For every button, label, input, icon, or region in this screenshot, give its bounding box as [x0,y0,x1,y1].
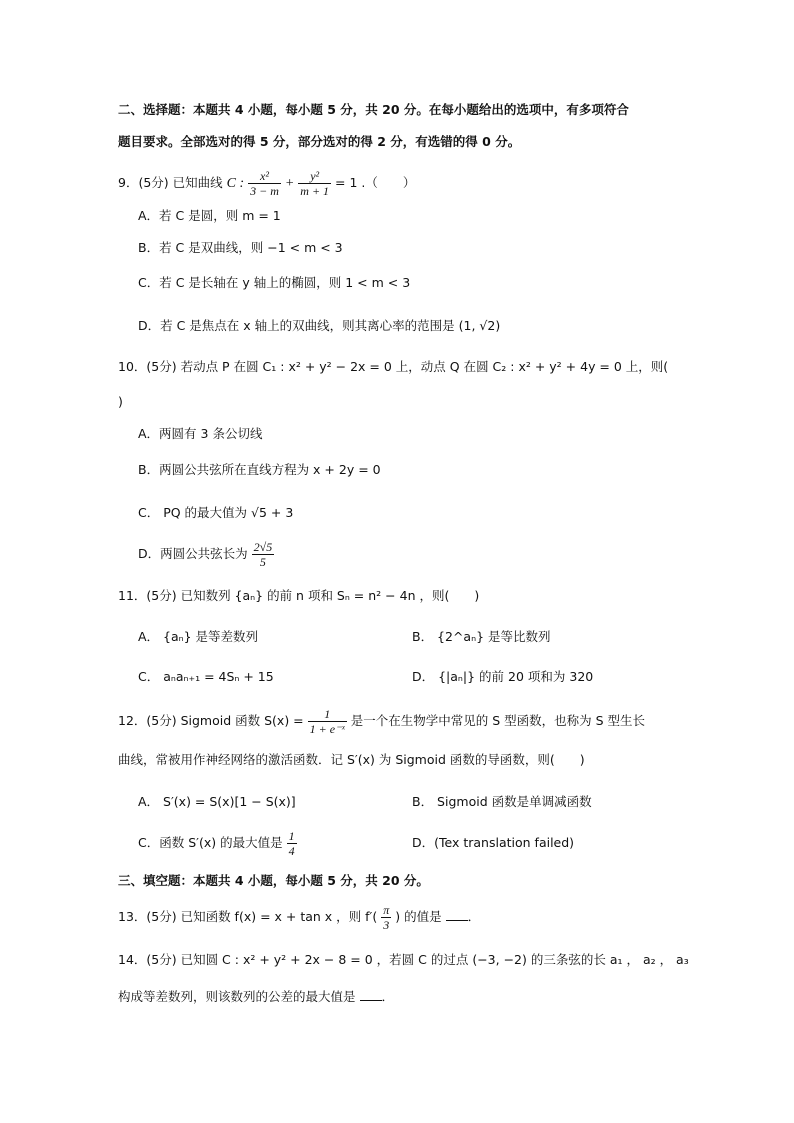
q10-optd-den: 5 [259,555,266,569]
q13-frac-den: 3 [383,918,390,932]
q13-frac-num: π [383,903,390,917]
q9-frac2-den: m + 1 [300,184,330,198]
q12-optc-den: 4 [288,844,295,858]
q11-option-a: A． {aₙ} 是等差数列 [138,629,259,644]
q9-frac1-num: x² [248,169,281,184]
q13-period: ． [467,909,481,924]
q12-option-c-text: C．函数 S′(x) 的最大值是 [138,835,283,850]
section3-heading: 三、填空题：本题共 4 小题，每小题 5 分，共 20 分。 [118,873,429,888]
q12-frac-den: 1 + e⁻ˣ [309,722,345,736]
q9-plus: + [284,176,295,191]
q12-option-b: B． Sigmoid 函数是单调减函数 [412,794,592,809]
q9-prefix: 9．(5分) 已知曲线 [118,175,223,190]
q12-fraction [308,707,347,736]
q10-optd-num: 2√5 [253,540,273,554]
q9-suffix: = 1 .（ ） [335,175,416,190]
question-10-stem: 10．(5分) 若动点 P 在圆 C₁ : x² + y² − 2x = 0 上，动点 Q 在圆 C₂ : x² + y² + 4y = 0 上，则( [118,359,669,374]
q9-fraction-2 [298,169,331,198]
q9-option-b: B．若 C 是双曲线，则 −1 < m < 3 [138,240,343,255]
q9-frac1-den: 3 − m [250,184,279,198]
q11-option-c: C． aₙaₙ₊₁ = 4Sₙ + 15 [138,669,274,684]
section2-heading-line1: 二、选择题：本题共 4 小题，每小题 5 分，共 20 分。在每小题给出的选项中，有多项符合 [118,102,629,117]
q10-option-d-fraction [252,540,275,569]
q13-fraction [381,903,391,932]
q10-option-c: C． PQ 的最大值为 √5 + 3 [138,505,294,520]
q13-suffix: ) 的值是 [395,909,442,924]
q12-suffix: 是一个在生物学中常见的 S 型函数，也称为 S 型生长 [350,713,646,728]
q9-curve-name: C : [226,176,245,191]
q12-prefix: 12．(5分) Sigmoid 函数 S(x) = [118,713,304,728]
q14-line2-text: 构成等差数列，则该数列的公差的最大值是 [118,989,356,1004]
q9-option-d: D．若 C 是焦点在 x 轴上的双曲线，则其离心率的范围是 (1, √2) [138,318,501,333]
q12-option-d: D．(Tex translation failed) [412,835,575,850]
question-10-stem-cont: ) [118,394,123,409]
question-13-stem [118,902,480,932]
q9-fraction-1 [248,169,281,198]
q9-option-a: A．若 C 是圆，则 m = 1 [138,208,281,223]
question-12-stem-cont: 曲线，常被用作神经网络的激活函数．记 S′(x) 为 Sigmoid 函数的导函数，则( ) [118,752,585,767]
q11-option-b: B． {2^aₙ} 是等比数列 [412,629,551,644]
q12-optc-num: 1 [288,829,295,843]
q14-answer-blank [360,988,382,1001]
section2-heading-line2: 题目要求。全部选对的得 5 分，部分选对的得 2 分，有选错的得 0 分。 [118,134,521,149]
q9-frac2-num: y² [298,169,331,184]
question-9-stem [118,168,415,199]
q14-period: ． [381,989,395,1004]
question-14-stem: 14．(5分) 已知圆 C : x² + y² + 2x − 8 = 0 ，若圆 C 的过点 (−3, −2) 的三条弦的长 a₁ ， a₂ ， a₃ [118,952,689,967]
q10-option-b: B．两圆公共弦所在直线方程为 x + 2y = 0 [138,462,381,477]
q10-option-d [138,537,274,571]
q12-option-c-fraction [287,829,297,858]
q11-option-d: D． {|aₙ|} 的前 20 项和为 320 [412,669,594,684]
q9-option-c: C．若 C 是长轴在 y 轴上的椭圆，则 1 < m < 3 [138,275,411,290]
q10-option-d-text: D．两圆公共弦长为 [138,546,248,561]
q13-prefix: 13．(5分) 已知函数 f(x) = x + tan x ，则 f′( [118,909,378,924]
question-12-stem [118,706,645,736]
q12-frac-num: 1 [308,707,347,722]
q10-option-a: A．两圆有 3 条公切线 [138,426,263,441]
q12-option-c [138,828,297,858]
q13-answer-blank [446,908,468,921]
q12-option-a: A． S′(x) = S(x)[1 − S(x)] [138,794,296,809]
question-11-stem: 11．(5分) 已知数列 {aₙ} 的前 n 项和 Sₙ = n² − 4n ，则( ) [118,588,480,603]
question-14-stem-cont [118,987,394,1007]
